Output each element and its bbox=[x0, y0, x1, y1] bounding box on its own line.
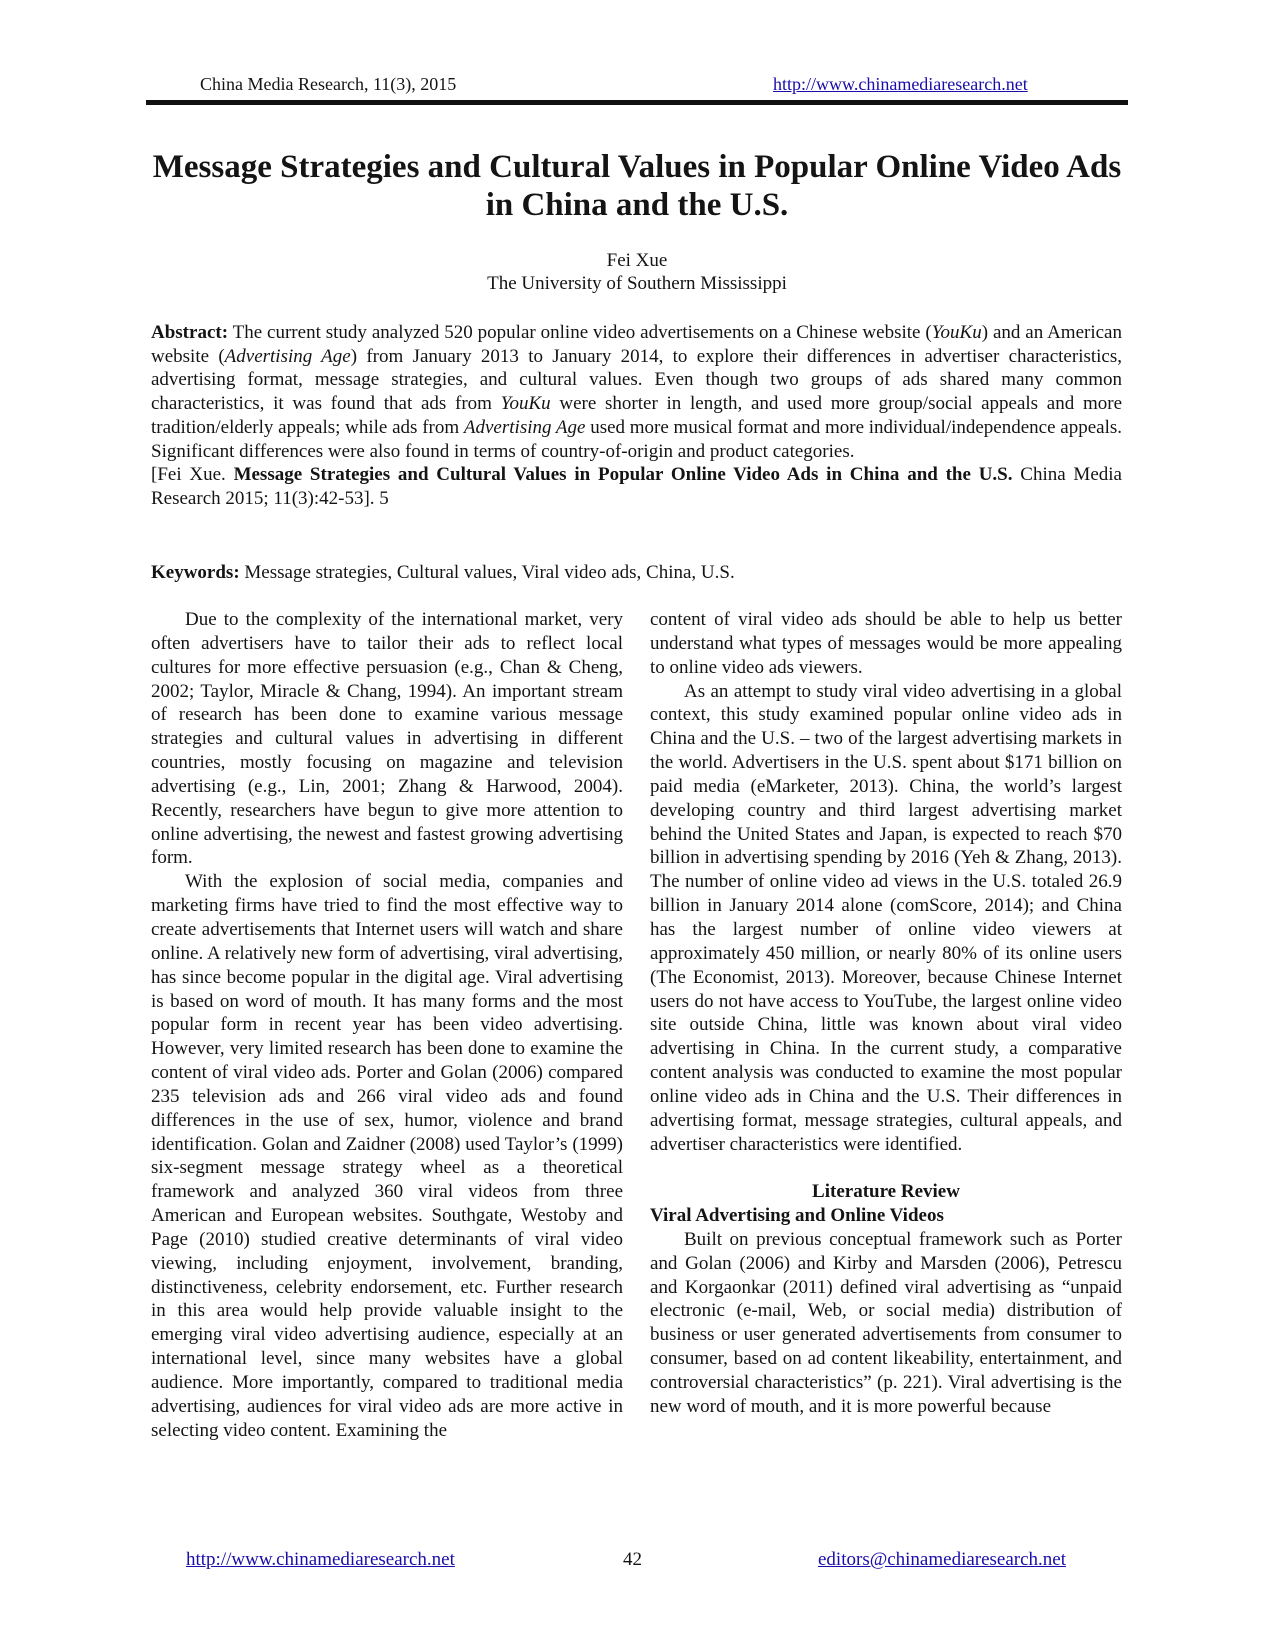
abstract-part-4: were shorter in length, and used more group/social appeals and more tradition/elderly appeals; while ads from bbox=[151, 393, 1122, 438]
abstract-part-3: ) from January 2013 to January 2014, to explore their differences in advertiser characteristics, advertising format, message strategies, and cultural values. Even though two groups of ads shared many common characteristics, it was found that ads from bbox=[151, 345, 1123, 415]
abstract-part-5: used more musical format and more individual/independence appeals. Significant differences were also found in terms of country-of-origin and product categories. bbox=[151, 416, 1123, 462]
abstract-part-2: ) and an American website ( bbox=[151, 322, 1122, 367]
abstract bbox=[151, 321, 1122, 511]
right-column bbox=[650, 608, 1122, 1419]
left-column bbox=[151, 608, 623, 1443]
header-url-link[interactable]: http://www.chinamediaresearch.net bbox=[773, 74, 1028, 94]
author-affiliation: The University of Southern Mississippi bbox=[487, 273, 787, 294]
youku-mention: YouKu bbox=[500, 393, 551, 415]
body-paragraph: content of viral video ads should be able to help us better understand what types of messages would be more appealing to online video ads viewers. bbox=[650, 609, 1122, 678]
body-paragraph: As an attempt to study viral video advertising in a global context, this study examined popular online video ads in China and the U.S. – two of the largest advertising markets in the world. Advertisers in the U.S. spent about $171 billion on paid media (eMarketer, 2013). China, the world’s largest developing country and third largest advertising market behind the United States and Japan, is expected to reach $70 billion in advertising spending by 2016 (Yeh & Zhang, 2013). The number of online video ad views in the U.S. totaled 26.9 billion in January 2014 alone (comScore, 2014); and China has the largest number of online video viewers at approximately 450 million, or nearly 80% of its online users (The Economist, 2013). Moreover, because Chinese Internet users do not have access to YouTube, the largest online video site outside China, little was known about viral video advertising in China. In the current study, a comparative content analysis was conducted to examine the most popular online video ads in China and the U.S. Their differences in advertising format, message strategies, cultural appeals, and advertiser characteristics were identified. bbox=[650, 680, 1122, 1155]
header-journal: China Media Research, 11(3), 2015 bbox=[200, 74, 457, 94]
body-paragraph: Due to the complexity of the international market, very often advertisers have to tailor their ads to reflect local cultures for more effective persuasion (e.g., Chan & Cheng, 2002; Taylor, Miracle & Chang, 1994). An important stream of research has been done to examine various message strategies and cultural values in advertising in different countries, mostly focusing on magazine and television advertising (e.g., Lin, 2001; Zhang & Harwood, 2004). Recently, researchers have begun to give more attention to online advertising, the newest and fastest growing advertising form. bbox=[151, 609, 623, 869]
abstract-text bbox=[151, 321, 1122, 463]
abstract-label: Abstract: bbox=[151, 322, 229, 343]
subsection-heading: Viral Advertising and Online Videos bbox=[650, 1205, 944, 1227]
keywords-text: Message strategies, Cultural values, Viral video ads, China, U.S. bbox=[239, 562, 735, 583]
keywords bbox=[151, 562, 1122, 584]
section-heading: Literature Review bbox=[812, 1181, 960, 1203]
footer-email-link[interactable]: editors@chinamediaresearch.net bbox=[818, 1549, 1067, 1570]
citation-close: China Media Research 2015; 11(3):42-53]. 5 bbox=[151, 464, 1122, 509]
citation-title: Message Strategies and Cultural Values in Popular Online Video Ads in China and the U.S. bbox=[233, 464, 1013, 486]
citation bbox=[151, 463, 1122, 510]
paragraph-gap bbox=[650, 1156, 1122, 1180]
keywords-label: Keywords: bbox=[151, 562, 240, 583]
youku-mention: YouKu bbox=[931, 322, 982, 343]
author-name: Fei Xue bbox=[606, 250, 668, 271]
advertising-age-mention: Advertising Age bbox=[463, 416, 586, 438]
header-rule bbox=[146, 100, 1128, 105]
paper-title: Message Strategies and Cultural Values in Popular Online Video Ads in China and the U.S. bbox=[152, 149, 1122, 223]
abstract-part-1: The current study analyzed 520 popular online video advertisements on a Chinese website ( bbox=[228, 322, 932, 343]
body-paragraph: With the explosion of social media, companies and marketing firms have tried to find the most effective way to create advertisements that Internet users will watch and share online. A relatively new form of advertising, viral advertising, has since become popular in the digital age. Viral advertising is based on word of mouth. It has many forms and the most popular form in recent year has been video advertising. However, very limited research has been done to examine the content of viral video ads. Porter and Golan (2006) compared 235 television ads and 266 viral video ads and found differences in the use of sex, humor, violence and brand identification. Golan and Zaidner (2008) used Taylor’s (1999) six-segment message strategy wheel as a theoretical framework and analyzed 360 viral videos from three American and European websites. Southgate, Westoby and Page (2010) studied creative determinants of viral video viewing, including enjoyment, involvement, branding, distinctiveness, celebrity endorsement, etc. Further research in this area would help provide valuable insight to the emerging viral video advertising audience, especially at an international level, since many websites have a global audience. More importantly, compared to traditional media advertising, audiences for viral video ads are more active in selecting video content. Examining the bbox=[151, 871, 623, 1441]
page-number: 42 bbox=[623, 1549, 642, 1570]
advertising-age-mention: Advertising Age bbox=[224, 345, 351, 367]
footer-url-link[interactable]: http://www.chinamediaresearch.net bbox=[186, 1549, 455, 1570]
body-paragraph: Built on previous conceptual framework such as Porter and Golan (2006) and Kirby and Marsden (2006), Petrescu and Korgaonkar (2011) defined viral advertising as “unpaid electronic (e-mail, Web, or social media) distribution of business or user generated advertisements from consumer to consumer, based on ad content likeability, entertainment, and controversial characteristics” (p. 221). Viral advertising is the new word of mouth, and it is more powerful because bbox=[650, 1228, 1122, 1417]
citation-open: [Fei Xue. bbox=[151, 464, 234, 486]
